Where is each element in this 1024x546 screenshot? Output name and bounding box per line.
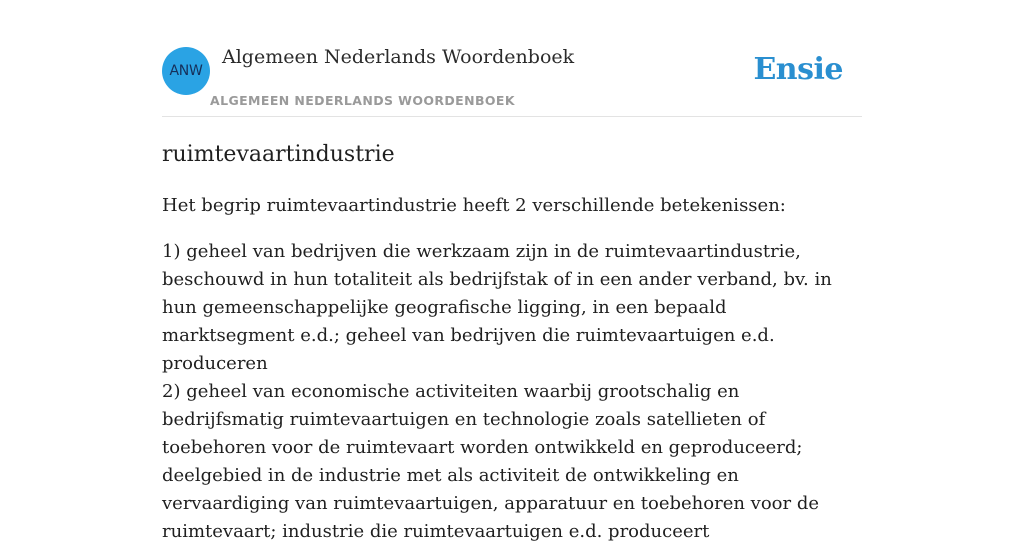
site-header [162, 0, 862, 117]
meaning-item: 2) geheel van economische activiteiten waarbij grootschalig en bedrijfsmatig ruimtevaartuigen en technologie zoals satellieten of toebehoren voor de ruimtevaart worden ontwikkeld en geproduceerd; deelgebied in de industrie met als activiteit de ontwikkeling en vervaardiging van ruimtevaartuigen, apparatuur en toebehoren voor de ruimtevaart; industrie die ruimtevaartuigen e.d. produceert [162, 381, 820, 542]
entry-intro: Het begrip ruimtevaartindustrie heeft 2 verschillende betekenissen: [162, 195, 786, 216]
meanings-list [162, 238, 862, 546]
page-title: ruimtevaartindustrie [162, 142, 395, 167]
ensie-logo[interactable]: Ensie [753, 52, 843, 87]
dictionary-title[interactable]: Algemeen Nederlands Woordenboek [222, 46, 575, 68]
dictionary-logo-text: ANW [169, 63, 203, 79]
meaning-item: 1) geheel van bedrijven die werkzaam zijn in de ruimtevaartindustrie, beschouwd in hun totaliteit als bedrijfstak of in een ander verband, bv. in hun gemeenschappelijke geografische ligging, in een bepaald marktsegment e.d.; geheel van bedrijven die ruimtevaartuigen e.d. produceren [162, 241, 832, 374]
entry-content [162, 140, 862, 546]
dictionary-logo[interactable] [162, 47, 210, 95]
dictionary-subtitle: ALGEMEEN NEDERLANDS WOORDENBOEK [210, 93, 515, 108]
